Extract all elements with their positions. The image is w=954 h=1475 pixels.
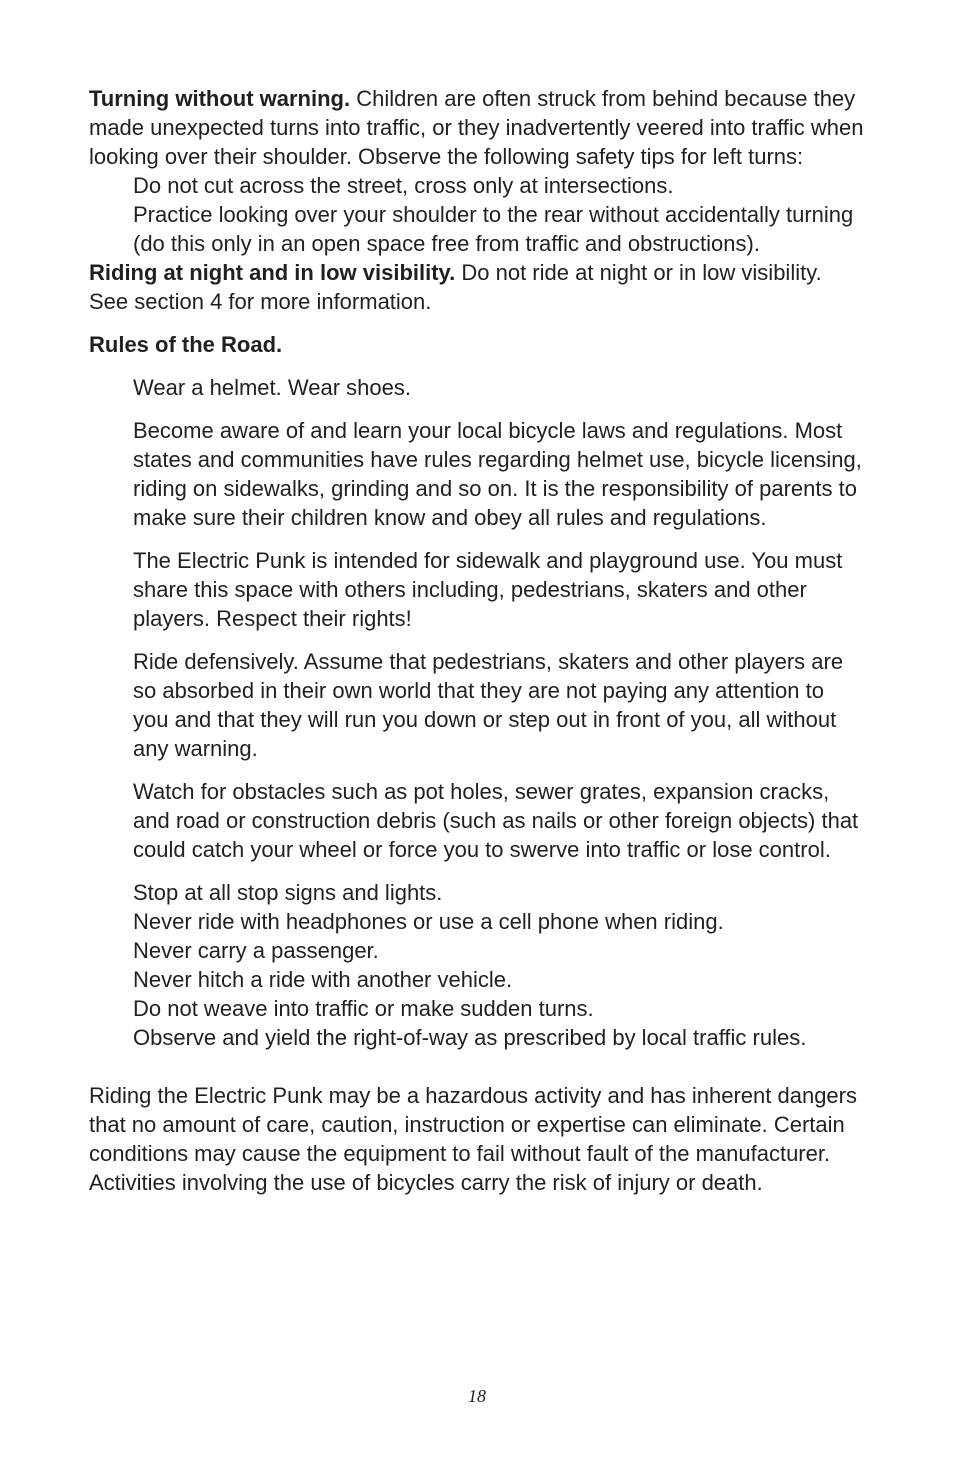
list-item: Never carry a passenger. (133, 938, 379, 963)
turning-paragraph (89, 84, 864, 171)
rules-paragraph: Wear a helmet. Wear shoes. (133, 375, 411, 400)
rules-list (89, 878, 864, 1052)
turning-tip: Practice looking over your shoulder to the rear without accidentally turning (do this only in an open space free from traffic and obstructions). (133, 202, 854, 256)
closing-paragraph: Riding the Electric Punk may be a hazardous activity and has inherent dangers that no amount of care, caution, instruction or expertise can eliminate. Certain conditions may cause the equipment to fail without fault of the manufacturer. Activities involving the use of bicycles carry the risk of injury or death. (89, 1083, 857, 1195)
rules-paragraph: Ride defensively. Assume that pedestrians, skaters and other players are so absorbed in their own world that they are not paying any attention to you and that they will run you down or step out in front of you, all without any warning. (133, 649, 844, 761)
turning-tip: Do not cut across the street, cross only at intersections. (133, 173, 674, 198)
page-number: 18 (468, 1386, 486, 1406)
rules-paragraph: Watch for obstacles such as pot holes, sewer grates, expansion cracks, and road or construction debris (such as nails or other foreign objects) that could catch your wheel or force you to swerve into traffic or lose control. (133, 779, 859, 862)
page-content (89, 84, 864, 1197)
list-item: Never ride with headphones or use a cell phone when riding. (133, 909, 724, 934)
turning-heading: Turning without warning. (89, 86, 351, 111)
night-text: Do not ride at night or in low visibility. See section 4 for more information. (89, 260, 822, 314)
rules-heading: Rules of the Road. (89, 332, 283, 357)
list-item: Do not weave into traffic or make sudden turns. (133, 996, 594, 1021)
rules-paragraph: The Electric Punk is intended for sidewalk and playground use. You must share this space with others including, pedestrians, skaters and other players. Respect their rights! (133, 548, 843, 631)
list-item: Observe and yield the right-of-way as prescribed by local traffic rules. (133, 1025, 807, 1050)
night-heading: Riding at night and in low visibility. (89, 260, 456, 285)
list-item: Never hitch a ride with another vehicle. (133, 967, 513, 992)
night-paragraph (89, 258, 864, 316)
rules-paragraph: Become aware of and learn your local bicycle laws and regulations. Most states and communities have rules regarding helmet use, bicycle licensing, riding on sidewalks, grinding and so on. It is the responsibility of parents to make sure their children know and obey all rules and regulations. (133, 418, 862, 530)
list-item: Stop at all stop signs and lights. (133, 880, 443, 905)
turning-text: Children are often struck from behind because they made unexpected turns into traffic, or they inadvertently veered into traffic when looking over their shoulder. Observe the following safety tips for left turns: (89, 86, 864, 169)
